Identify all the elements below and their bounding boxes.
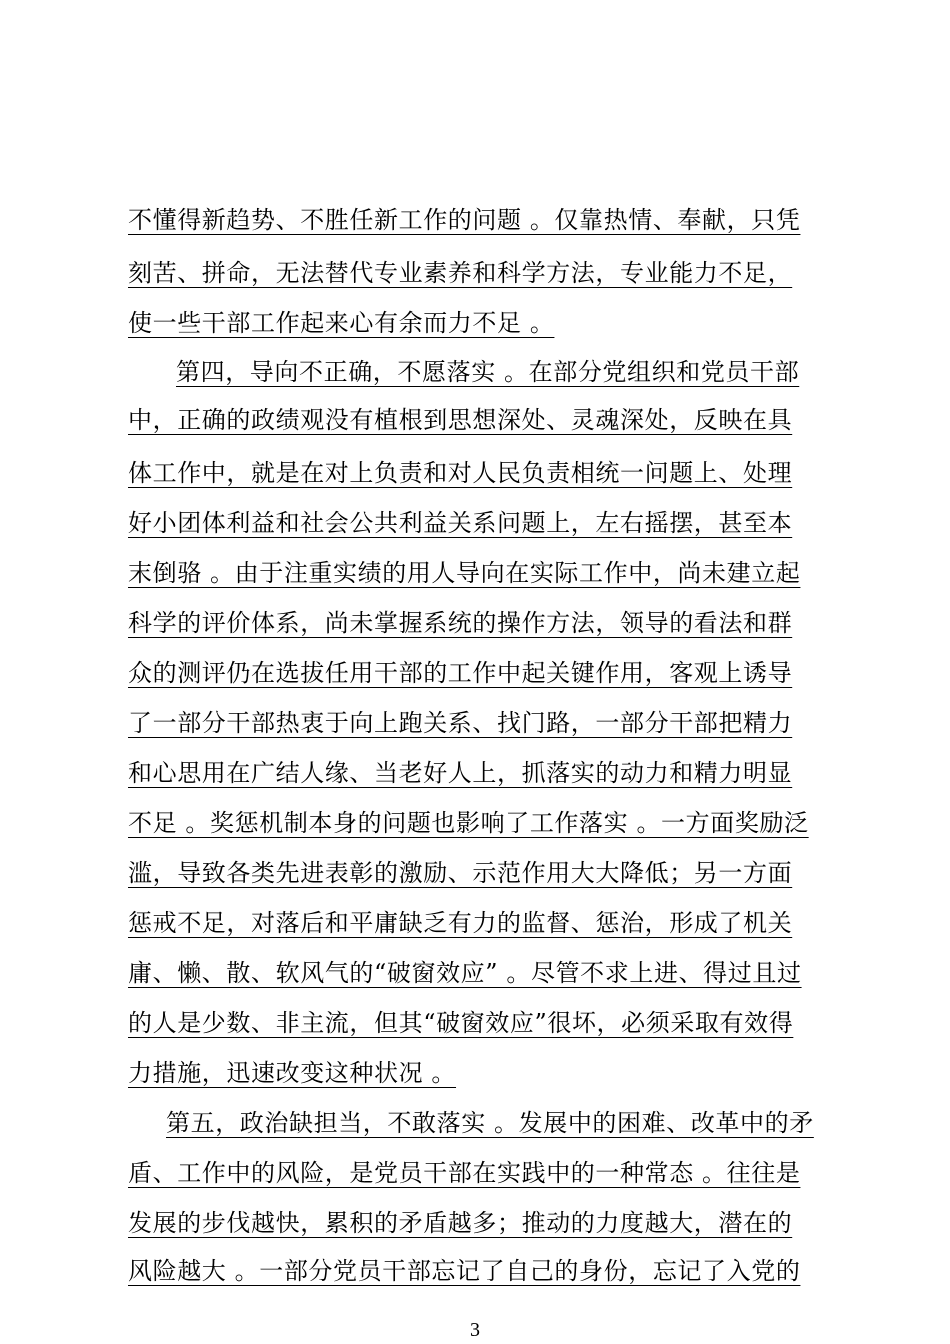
text-line-content: 不懂得新趋势、不胜任新工作的问题 。仅靠热情、奉献，只凭 [128,206,801,234]
text-line-content: 科学的评价体系，尚未掌握系统的操作方法，领导的看法和群 [128,609,793,637]
text-line-content: 不足 。奖惩机制本身的问题也影响了工作落实 。一方面奖励泛 [128,809,809,837]
text-line-content: 第五，政治缺担当，不敢落实 。发展中的困难、改革中的矛 [166,1109,814,1137]
text-line [128,905,792,941]
paragraph-first-line [166,1105,814,1141]
text-line [128,755,792,791]
text-line-content: 体工作中，就是在对上负责和对人民负责相统一问题上、处理 [128,459,793,487]
text-line-content: 中，正确的政绩观没有植根到思想深处、灵魂深处，反映在具 [128,406,793,434]
text-line [128,1005,793,1041]
text-line [128,1055,456,1091]
text-line-content: 庸、懒、散、软风气的“破窗效应” 。尽管不求上进、得过且过 [128,959,802,987]
text-line-content: 刻苦、拼命，无法替代专业素养和科学方法，专业能力不足， [128,259,793,287]
text-line [128,705,792,741]
text-line [128,305,554,341]
text-line-content: 使一些干部工作起来心有余而力不足 。 [128,309,555,337]
text-line-content: 了一部分干部热衷于向上跑关系、找门路，一部分干部把精力 [128,709,793,737]
text-line [128,1253,800,1289]
page-number: 3 [470,1319,480,1341]
paragraph-first-line [176,354,799,390]
text-line-content: 第四，导向不正确，不愿落实 。在部分党组织和党员干部 [176,358,800,386]
text-line [128,805,809,841]
text-line-content: 众的测评仍在选拔任用干部的工作中起关键作用，客观上诱导 [128,659,793,687]
text-line [128,1155,800,1191]
text-line-content: 末倒骆 。由于注重实绩的用人导向在实际工作中，尚未建立起 [128,559,801,587]
text-line [128,202,800,238]
text-line [128,955,802,991]
text-line-content: 好小团体利益和社会公共利益关系问题上，左右摇摆，甚至本 [128,509,793,537]
text-line [128,402,792,438]
text-line-content: 滥，导致各类先进表彰的激励、示范作用大大降低；另一方面 [128,859,793,887]
text-line [128,1205,792,1241]
text-line-content: 盾、工作中的风险，是党员干部在实践中的一种常态 。往往是 [128,1159,801,1187]
text-line [128,505,792,541]
text-line [128,655,792,691]
text-line-content: 的人是少数、非主流，但其“破窗效应”很坏，必须采取有效得 [128,1009,794,1037]
text-line [128,855,792,891]
text-line-content: 惩戒不足，对落后和平庸缺乏有力的监督、惩治，形成了机关 [128,909,793,937]
text-line-content: 力措施，迅速改变这种状况 。 [128,1059,457,1087]
text-line [128,605,792,641]
text-line [128,455,792,491]
text-line [128,555,800,591]
text-line-content: 发展的步伐越快，累积的矛盾越多；推动的力度越大，潜在的 [128,1209,793,1237]
text-line [128,255,792,291]
text-line-content: 和心思用在广结人缘、当老好人上，抓落实的动力和精力明显 [128,759,793,787]
text-line-content: 风险越大 。一部分党员干部忘记了自己的身份，忘记了入党的 [128,1257,801,1285]
